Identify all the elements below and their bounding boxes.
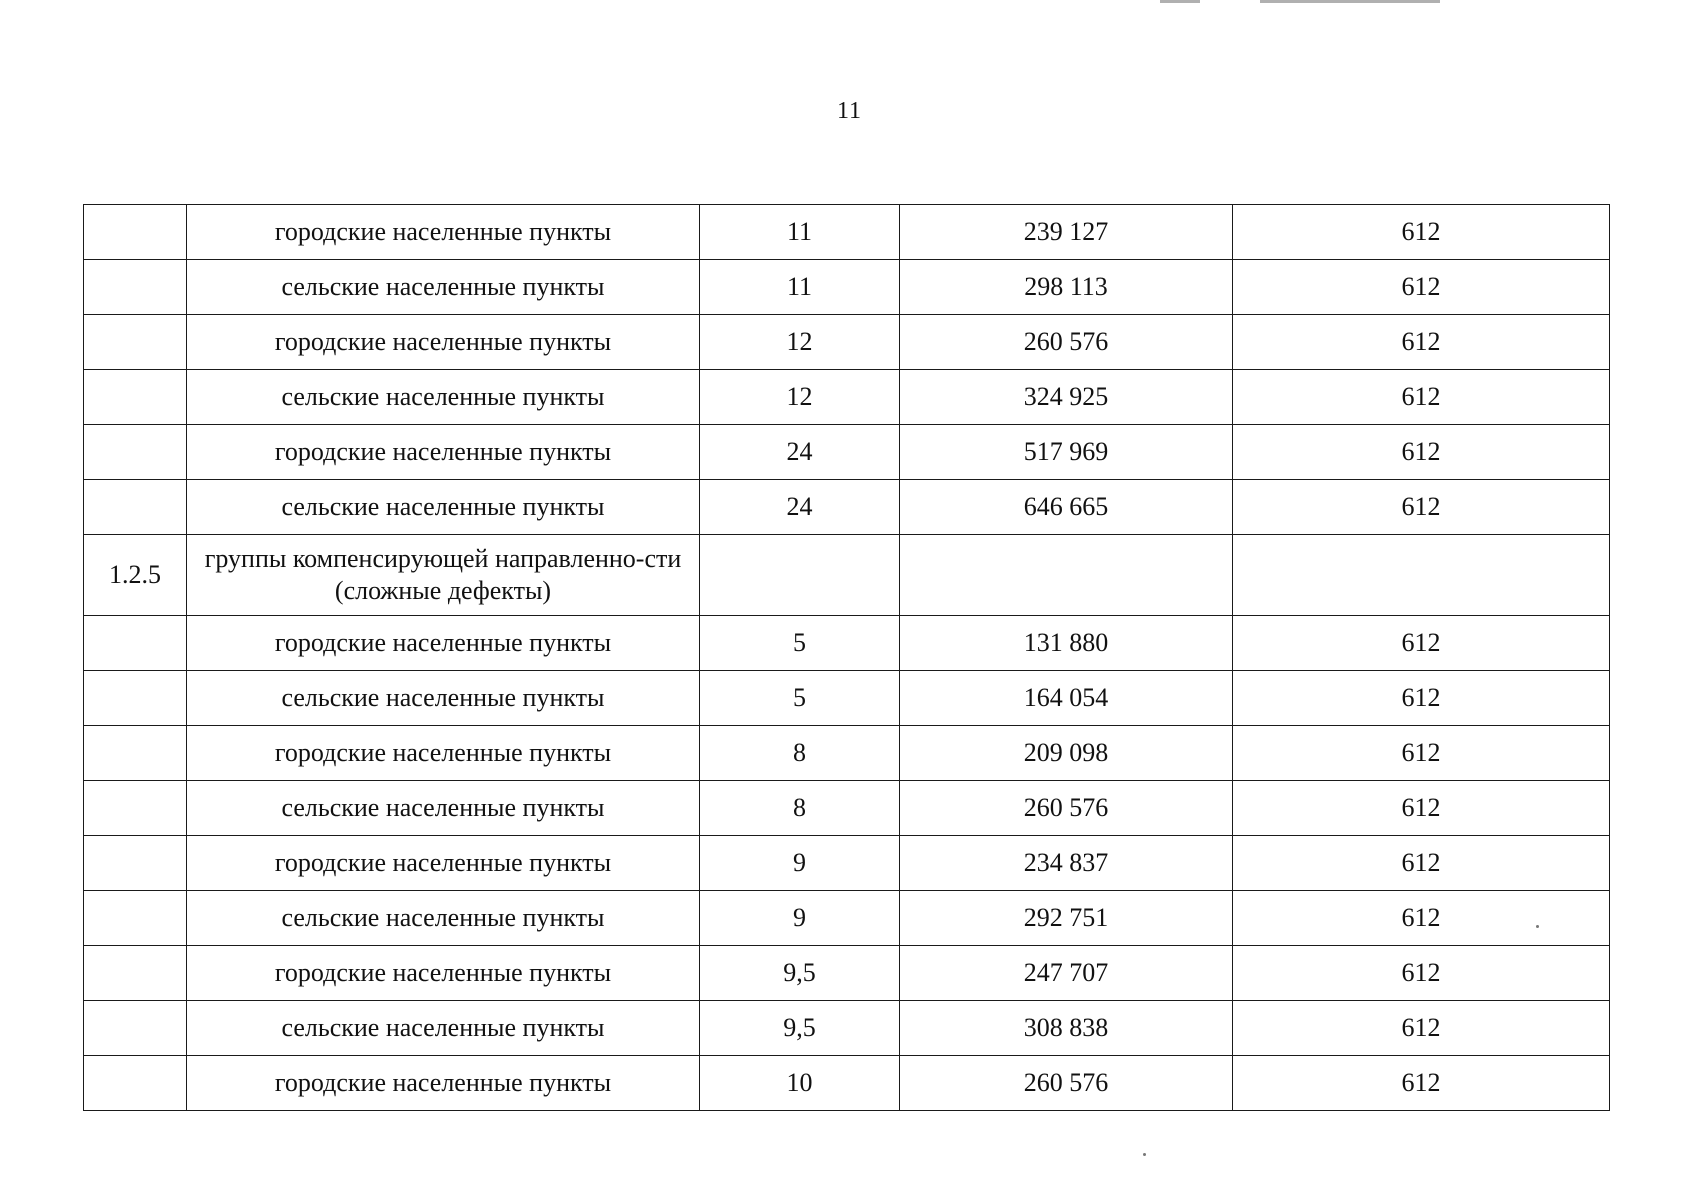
row-amount-cell: 260 576 [900, 781, 1233, 836]
row-number-cell: 1.2.5 [84, 535, 187, 616]
row-number-cell [84, 671, 187, 726]
table-row [84, 315, 1610, 370]
row-code-cell: 612 [1233, 315, 1610, 370]
row-name-cell: сельские населенные пункты [187, 671, 700, 726]
row-name-cell: городские населенные пункты [187, 1056, 700, 1111]
row-name-cell: группы компенсирующей направленно-сти (сложные дефекты) [187, 535, 700, 616]
row-amount-cell: 308 838 [900, 1001, 1233, 1056]
row-code-cell: 612 [1233, 425, 1610, 480]
row-number-cell [84, 425, 187, 480]
row-number-cell [84, 836, 187, 891]
row-number-cell [84, 781, 187, 836]
row-amount-cell: 164 054 [900, 671, 1233, 726]
row-value-cell: 8 [700, 781, 900, 836]
table-row [84, 480, 1610, 535]
row-code-cell: 612 [1233, 1001, 1610, 1056]
row-value-cell: 11 [700, 205, 900, 260]
row-code-cell: 612 [1233, 205, 1610, 260]
row-number-cell [84, 315, 187, 370]
table-row [84, 1056, 1610, 1111]
row-amount-cell: 292 751 [900, 891, 1233, 946]
table-row [84, 616, 1610, 671]
row-code-cell: 612 [1233, 671, 1610, 726]
row-amount-cell [900, 535, 1233, 616]
row-amount-cell: 646 665 [900, 480, 1233, 535]
row-name-cell: городские населенные пункты [187, 616, 700, 671]
row-code-cell: 612 [1233, 946, 1610, 1001]
scan-speck [1143, 1153, 1146, 1156]
row-value-cell: 9,5 [700, 946, 900, 1001]
row-number-cell [84, 480, 187, 535]
row-name-cell: сельские населенные пункты [187, 891, 700, 946]
row-name-cell: городские населенные пункты [187, 726, 700, 781]
row-amount-cell: 131 880 [900, 616, 1233, 671]
row-value-cell: 5 [700, 671, 900, 726]
table-row [84, 1001, 1610, 1056]
table-row [84, 946, 1610, 1001]
row-value-cell: 24 [700, 480, 900, 535]
row-number-cell [84, 1056, 187, 1111]
row-code-cell [1233, 535, 1610, 616]
row-amount-cell: 234 837 [900, 836, 1233, 891]
row-amount-cell: 260 576 [900, 315, 1233, 370]
row-number-cell [84, 205, 187, 260]
row-value-cell: 9,5 [700, 1001, 900, 1056]
scan-artifact [1260, 0, 1440, 3]
row-value-cell: 9 [700, 891, 900, 946]
page-number: 11 [836, 98, 863, 124]
row-name-cell: сельские населенные пункты [187, 260, 700, 315]
row-code-cell: 612 [1233, 260, 1610, 315]
row-number-cell [84, 726, 187, 781]
table-body [84, 205, 1610, 1111]
row-number-cell [84, 370, 187, 425]
table-row [84, 370, 1610, 425]
row-value-cell: 12 [700, 370, 900, 425]
row-value-cell: 5 [700, 616, 900, 671]
row-name-cell: сельские населенные пункты [187, 480, 700, 535]
row-value-cell [700, 535, 900, 616]
row-code-cell: 612 [1233, 1056, 1610, 1111]
row-value-cell: 24 [700, 425, 900, 480]
row-code-cell: 612 [1233, 891, 1610, 946]
row-amount-cell: 517 969 [900, 425, 1233, 480]
row-code-cell: 612 [1233, 781, 1610, 836]
row-name-cell: городские населенные пункты [187, 946, 700, 1001]
row-name-cell: сельские населенные пункты [187, 781, 700, 836]
table-row [84, 425, 1610, 480]
row-name-cell: сельские населенные пункты [187, 1001, 700, 1056]
row-amount-cell: 209 098 [900, 726, 1233, 781]
table-row [84, 535, 1610, 616]
row-code-cell: 612 [1233, 480, 1610, 535]
row-value-cell: 9 [700, 836, 900, 891]
table-row [84, 836, 1610, 891]
row-amount-cell: 260 576 [900, 1056, 1233, 1111]
row-number-cell [84, 946, 187, 1001]
row-name-cell: городские населенные пункты [187, 205, 700, 260]
table-row [84, 260, 1610, 315]
row-amount-cell: 324 925 [900, 370, 1233, 425]
row-number-cell [84, 1001, 187, 1056]
row-code-cell: 612 [1233, 370, 1610, 425]
row-name-cell: городские населенные пункты [187, 836, 700, 891]
row-number-cell [84, 616, 187, 671]
table-row [84, 781, 1610, 836]
row-amount-cell: 239 127 [900, 205, 1233, 260]
row-amount-cell: 247 707 [900, 946, 1233, 1001]
row-amount-cell: 298 113 [900, 260, 1233, 315]
table-row [84, 891, 1610, 946]
table-row [84, 671, 1610, 726]
tariff-table [83, 204, 1610, 1111]
row-code-cell: 612 [1233, 726, 1610, 781]
row-value-cell: 12 [700, 315, 900, 370]
row-name-cell: городские населенные пункты [187, 425, 700, 480]
row-code-cell: 612 [1233, 616, 1610, 671]
row-number-cell [84, 260, 187, 315]
row-code-cell: 612 [1233, 836, 1610, 891]
row-name-cell: сельские населенные пункты [187, 370, 700, 425]
scan-artifact [1160, 0, 1200, 3]
row-number-cell [84, 891, 187, 946]
row-value-cell: 10 [700, 1056, 900, 1111]
table-row [84, 205, 1610, 260]
row-value-cell: 11 [700, 260, 900, 315]
table-row [84, 726, 1610, 781]
row-value-cell: 8 [700, 726, 900, 781]
row-name-cell: городские населенные пункты [187, 315, 700, 370]
